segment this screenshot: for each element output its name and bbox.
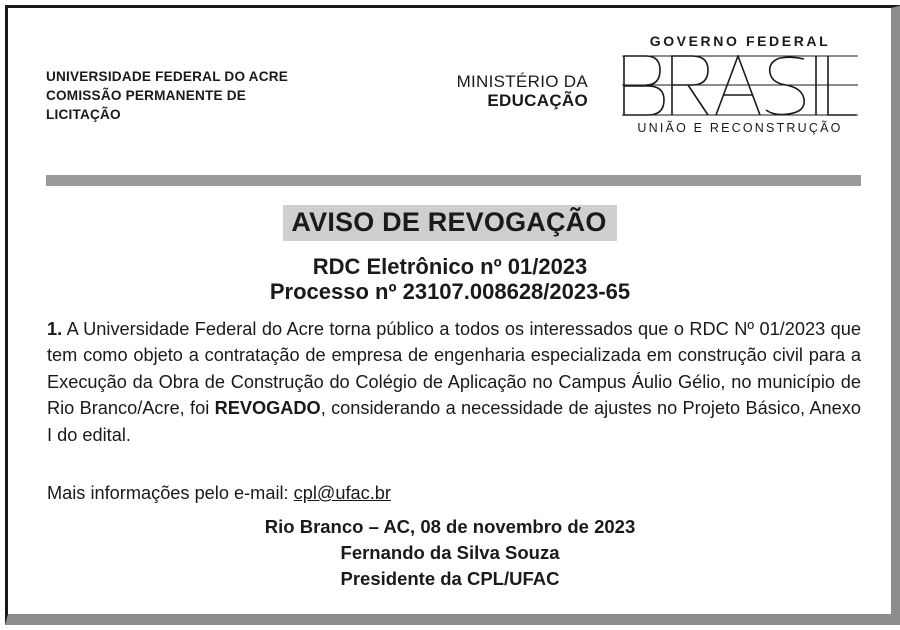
- more-info: [47, 483, 391, 504]
- notice-body: [47, 316, 861, 448]
- more-info-label: Mais informações pelo e-mail:: [47, 483, 294, 503]
- body-text-part-1: A Universidade Federal do Acre torna público a todos os interessados que o RDC Nº 01/2023 que tem como objeto a contratação de empresa de engenharia especializada em construção civil para a Execução da Obra de Construção do Colégio de Aplicação no Campus Áulio Gélio, no município de Rio Branco/Acre, foi: [47, 319, 861, 419]
- institution-line-3: LICITAÇÃO: [46, 107, 121, 122]
- ministry-logo: [456, 72, 588, 110]
- ministry-line-2: EDUCAÇÃO: [487, 91, 588, 110]
- institution-line-2: COMISSÃO PERMANENTE DE: [46, 88, 247, 103]
- government-logo: [622, 33, 858, 135]
- body-text-part-2: , considerando a necessidade de ajustes no Projeto Básico, Anexo I do edital.: [47, 398, 861, 445]
- header-divider: [46, 175, 861, 186]
- government-top-text: GOVERNO FEDERAL: [649, 33, 831, 49]
- signature-role: Presidente da CPL/UFAC: [340, 568, 560, 589]
- government-bottom-text: UNIÃO E RECONSTRUÇÃO: [637, 121, 843, 135]
- institution-line-1: UNIVERSIDADE FEDERAL DO ACRE: [46, 69, 289, 84]
- notice-title: AVISO DE REVOGAÇÃO: [283, 205, 616, 241]
- notice-subtitle-rdc: RDC Eletrônico nº 01/2023: [312, 254, 588, 279]
- institution-header: [46, 67, 288, 124]
- item-number: 1.: [47, 319, 63, 339]
- brasil-logo-mark: [622, 55, 858, 117]
- body-text-bold: REVOGADO: [214, 398, 321, 419]
- notice-subtitle-process: Processo nº 23107.008628/2023-65: [269, 279, 631, 304]
- signature-place-date: Rio Branco – AC, 08 de novembro de 2023: [264, 516, 636, 537]
- signature-name: Fernando da Silva Souza: [340, 542, 560, 563]
- title-container: [0, 205, 900, 241]
- ministry-line-1: MINISTÉRIO DA: [456, 72, 588, 91]
- email-link[interactable]: cpl@ufac.br: [293, 483, 391, 503]
